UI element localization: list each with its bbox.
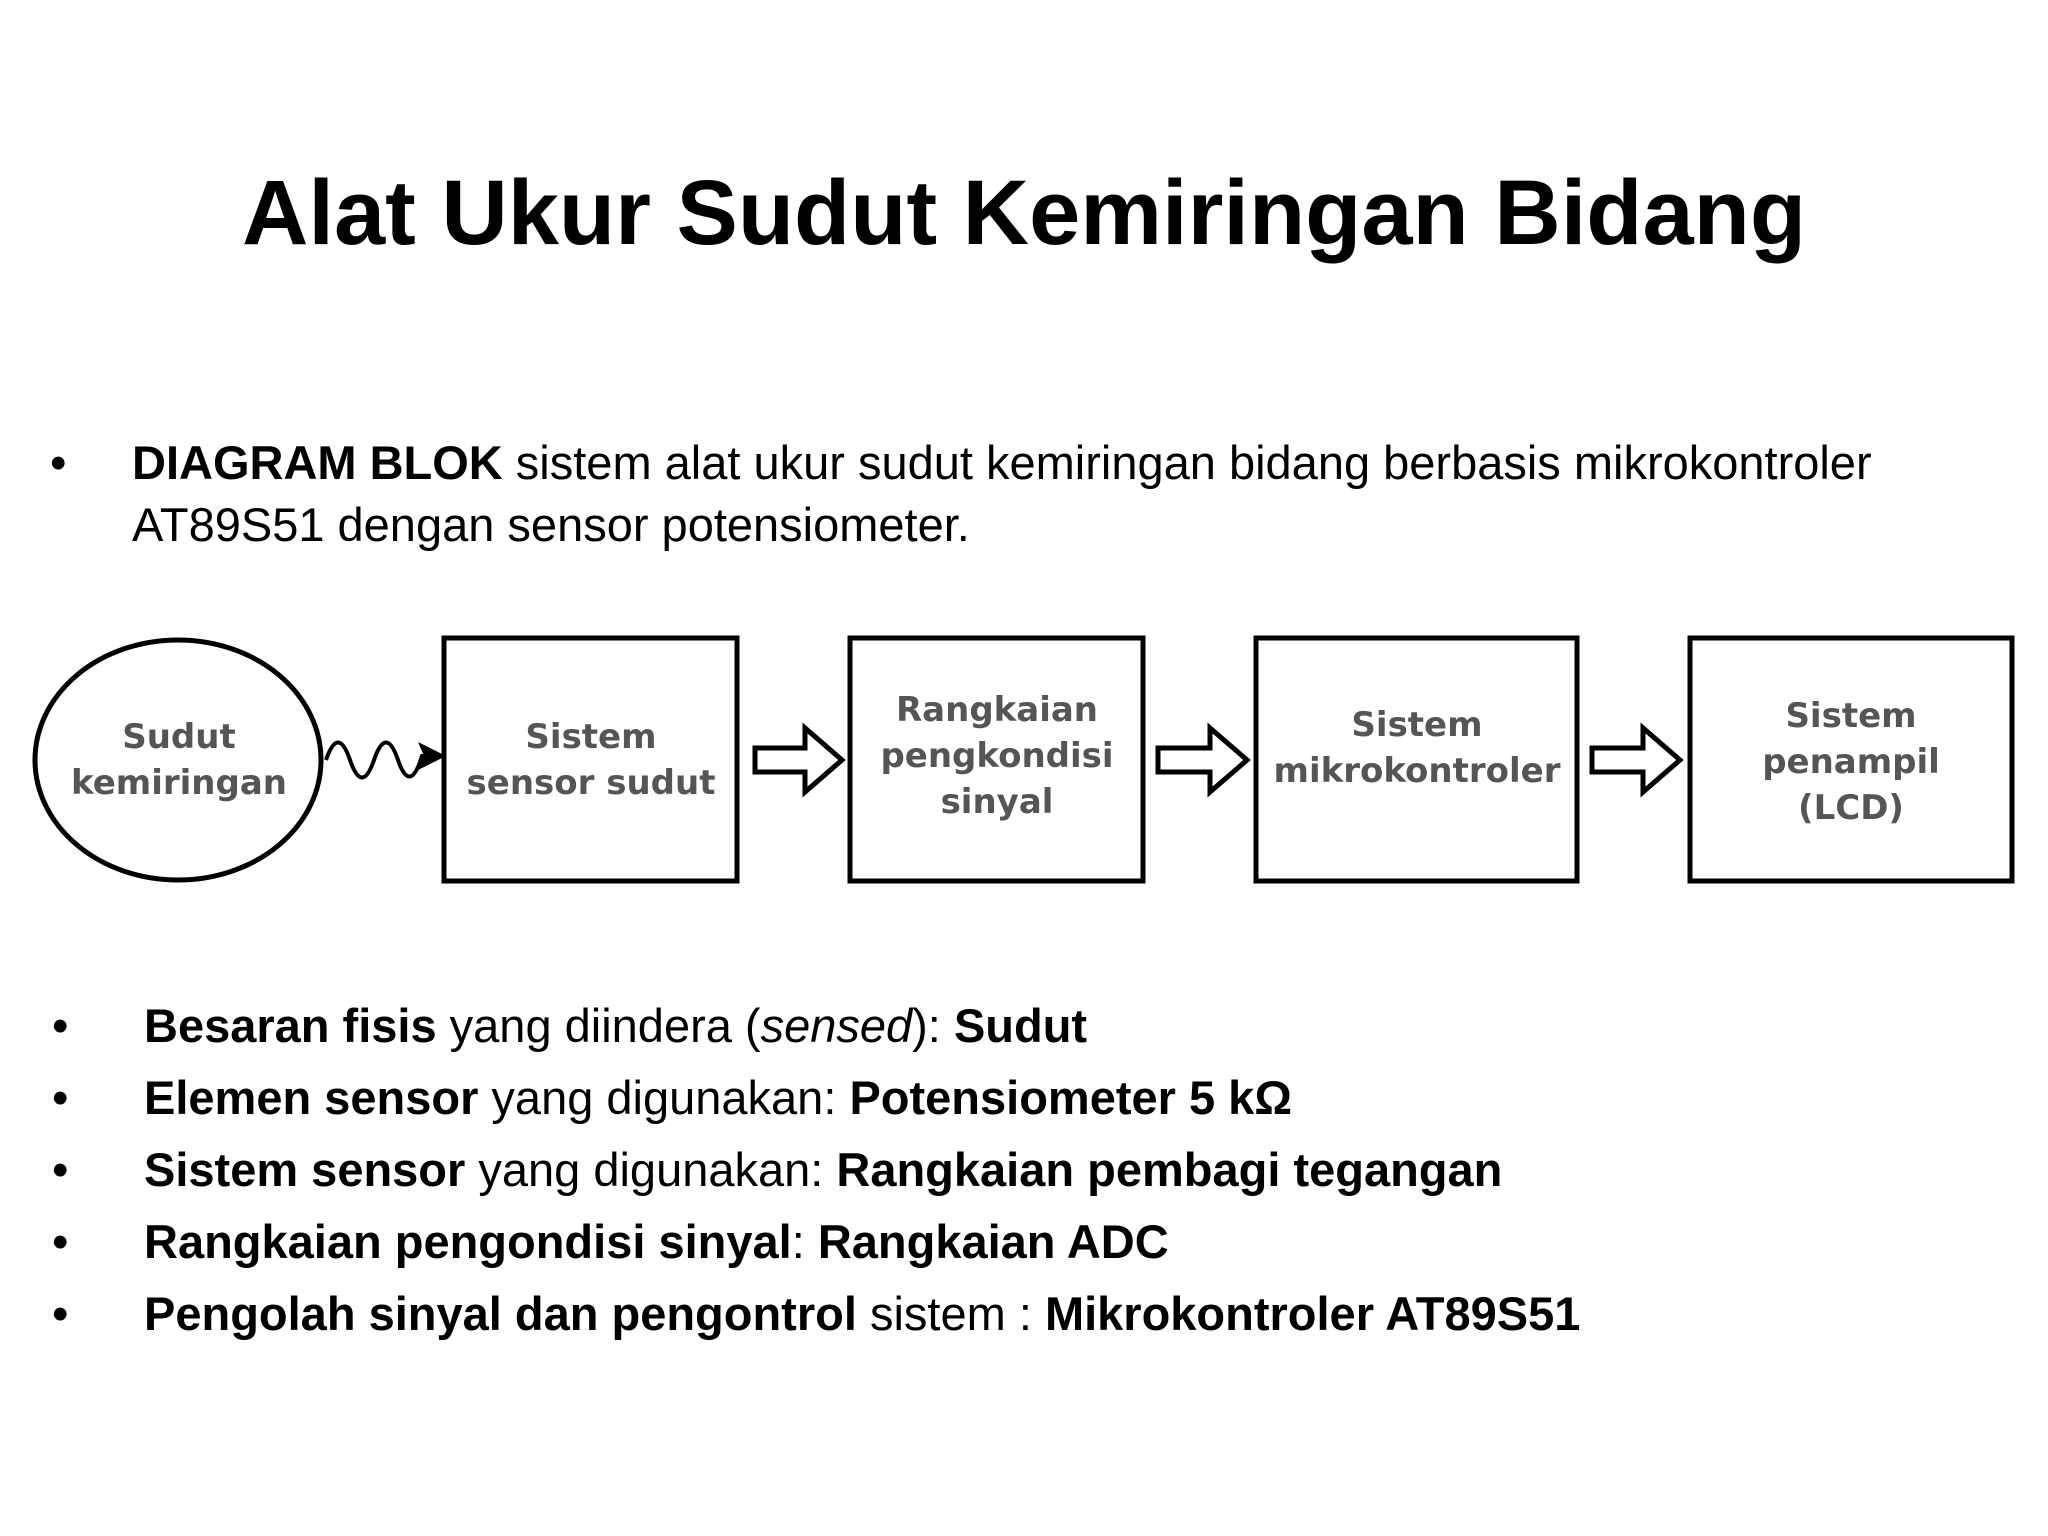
list-item xyxy=(0,1062,2048,1134)
fact-value: Sudut xyxy=(953,999,1088,1052)
block-diagram xyxy=(0,620,2048,910)
bullet-marker: • xyxy=(52,1287,69,1340)
fact-text: ): xyxy=(912,999,954,1052)
node-display-label: Sistem penampil (LCD) xyxy=(1762,696,1940,828)
fact-value: Potensiometer 5 kΩ xyxy=(849,1071,1293,1124)
list-item xyxy=(0,990,2048,1062)
intro-text: sistem alat ukur sudut kemiringan bidang berbasis mikrokontroler AT89S51 dengan sensor potensiometer. xyxy=(132,436,1872,551)
fact-term: Elemen sensor xyxy=(144,1071,479,1124)
bullet-marker: • xyxy=(52,999,69,1052)
list-item xyxy=(0,1278,2048,1350)
node-input-label: Sudut kemiringan xyxy=(71,717,287,803)
fact-term: Rangkaian pengondisi sinyal xyxy=(144,1215,792,1268)
bullet-marker: • xyxy=(52,1215,69,1268)
intro-paragraph xyxy=(50,432,1972,556)
node-conditioning-label: Rangkaian pengkondisi sinyal xyxy=(880,690,1114,822)
list-item xyxy=(0,1134,2048,1206)
edge-mcu-to-display xyxy=(1592,728,1680,792)
fact-text: yang diindera ( xyxy=(436,999,761,1052)
node-sensor-label: Sistem sensor sudut xyxy=(466,717,716,803)
fact-text: yang digunakan: xyxy=(478,1071,850,1124)
edge-conditioning-to-mcu xyxy=(1158,728,1247,792)
fact-text: sistem : xyxy=(856,1287,1045,1340)
intro-bold-term: DIAGRAM BLOK xyxy=(132,436,503,489)
fact-value: Rangkaian ADC xyxy=(817,1215,1169,1268)
node-mcu-label: Sistem mikrokontroler xyxy=(1273,705,1561,791)
fact-value: Mikrokontroler AT89S51 xyxy=(1044,1287,1581,1340)
bullet-marker: • xyxy=(52,1071,69,1124)
list-item xyxy=(0,1206,2048,1278)
edge-sensor-to-conditioning xyxy=(755,728,842,792)
facts-list xyxy=(0,990,2048,1350)
bullet-marker: • xyxy=(52,1143,69,1196)
fact-term: Besaran fisis xyxy=(144,999,437,1052)
bullet-marker: • xyxy=(50,436,67,489)
fact-value: Rangkaian pembagi tegangan xyxy=(836,1143,1503,1196)
fact-italic: sensed xyxy=(760,999,913,1052)
fact-text: yang digunakan: xyxy=(465,1143,837,1196)
fact-term: Sistem sensor xyxy=(144,1143,466,1196)
fact-text: : xyxy=(791,1215,818,1268)
slide-title: Alat Ukur Sudut Kemiringan Bidang xyxy=(241,162,1807,264)
fact-term: Pengolah sinyal dan pengontrol xyxy=(144,1287,857,1340)
